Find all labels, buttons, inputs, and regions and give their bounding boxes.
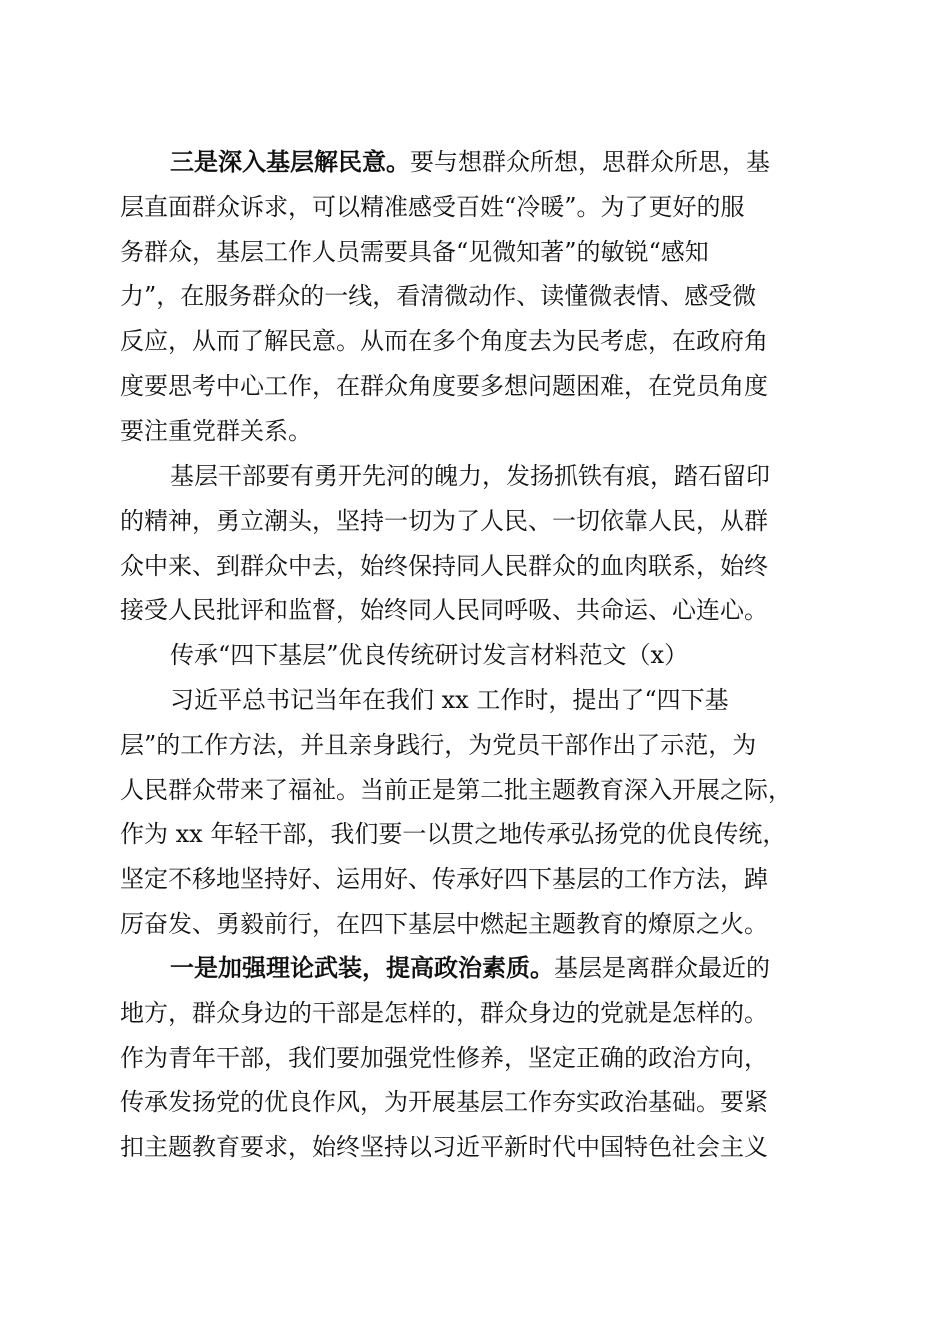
paragraph-line: 要注重党群关系。 — [120, 416, 312, 445]
paragraph-line: 传承发扬党的优良作风，为开展基层工作夯实政治基础。要紧 — [120, 1088, 768, 1117]
paragraph-line: 务群众，基层工作人员需要具备“见微知著”的敏锐“感知 — [120, 237, 709, 266]
paragraph-line: 基层干部要有勇开先河的魄力，发扬抓铁有痕，踏石留印 — [170, 462, 770, 490]
section-heading — [120, 633, 830, 678]
paragraph-line-text: 基层是离群众最近的 — [554, 954, 770, 982]
paragraph-line: 反应，从而了解民意。从而在多个角度去为民考虑，在政府角 — [120, 327, 768, 356]
paragraph-line: 扣主题教育要求，始终坚持以习近平新时代中国特色社会主义 — [120, 1133, 768, 1162]
paragraph-line: 人民群众带来了福祉。当前正是第二批主题教育深入开展之际， — [120, 775, 792, 804]
paragraph-line: 的精神，勇立潮头，坚持一切为了人民、一切依靠人民，从群 — [120, 506, 768, 535]
paragraph-line: 接受人民批评和监督，始终同人民同呼吸、共命运、心连心。 — [120, 596, 768, 625]
paragraph-lead-heading: 一是加强理论武装，提高政治素质。 — [170, 953, 554, 982]
paragraph-line-text: 要与想群众所想，思群众所思，基 — [410, 148, 770, 176]
paragraph-cadre-spirit — [120, 454, 830, 633]
paragraph-line: 层直面群众诉求，可以精准感受百姓“冷暖”。为了更好的服 — [120, 192, 745, 221]
paragraph-line: 习近平总书记当年在我们 xx 工作时，提出了“四下基 — [170, 686, 729, 714]
paragraph-lead-heading: 三是深入基层解民意。 — [170, 147, 410, 176]
paragraph-line: 坚定不移地坚持好、运用好、传承好四下基层的工作方法，踔 — [120, 865, 768, 894]
paragraph-line: 地方，群众身边的干部是怎样的，群众身边的党就是怎样的。 — [120, 998, 768, 1027]
paragraph-line: 力”，在服务群众的一线，看清微动作、读懂微表情、感受微 — [120, 282, 757, 311]
paragraph-theory-armament — [120, 946, 830, 1170]
paragraph-line: 厉奋发、勇毅前行，在四下基层中燃起主题教育的燎原之火。 — [120, 909, 768, 938]
paragraph-four-down-method — [120, 678, 830, 947]
paragraph-line — [120, 140, 830, 185]
document-heading: 传承“四下基层”优良传统研讨发言材料范文（x） — [170, 641, 689, 669]
paragraph-line: 作为 xx 年轻干部，我们要一以贯之地传承弘扬党的优良传统， — [120, 820, 787, 849]
paragraph-line: 作为青年干部，我们要加强党性修养，坚定正确的政治方向， — [120, 1043, 768, 1072]
paragraph-grassroots-public-opinion — [120, 140, 830, 454]
paragraph-line: 众中来、到群众中去，始终保持同人民群众的血肉联系，始终 — [120, 551, 768, 580]
paragraph-line — [120, 946, 830, 991]
paragraph-line: 层”的工作方法，并且亲身践行，为党员干部作出了示范，为 — [120, 730, 757, 759]
paragraph-line: 度要思考中心工作，在群众角度要多想问题困难，在党员角度 — [120, 371, 768, 400]
